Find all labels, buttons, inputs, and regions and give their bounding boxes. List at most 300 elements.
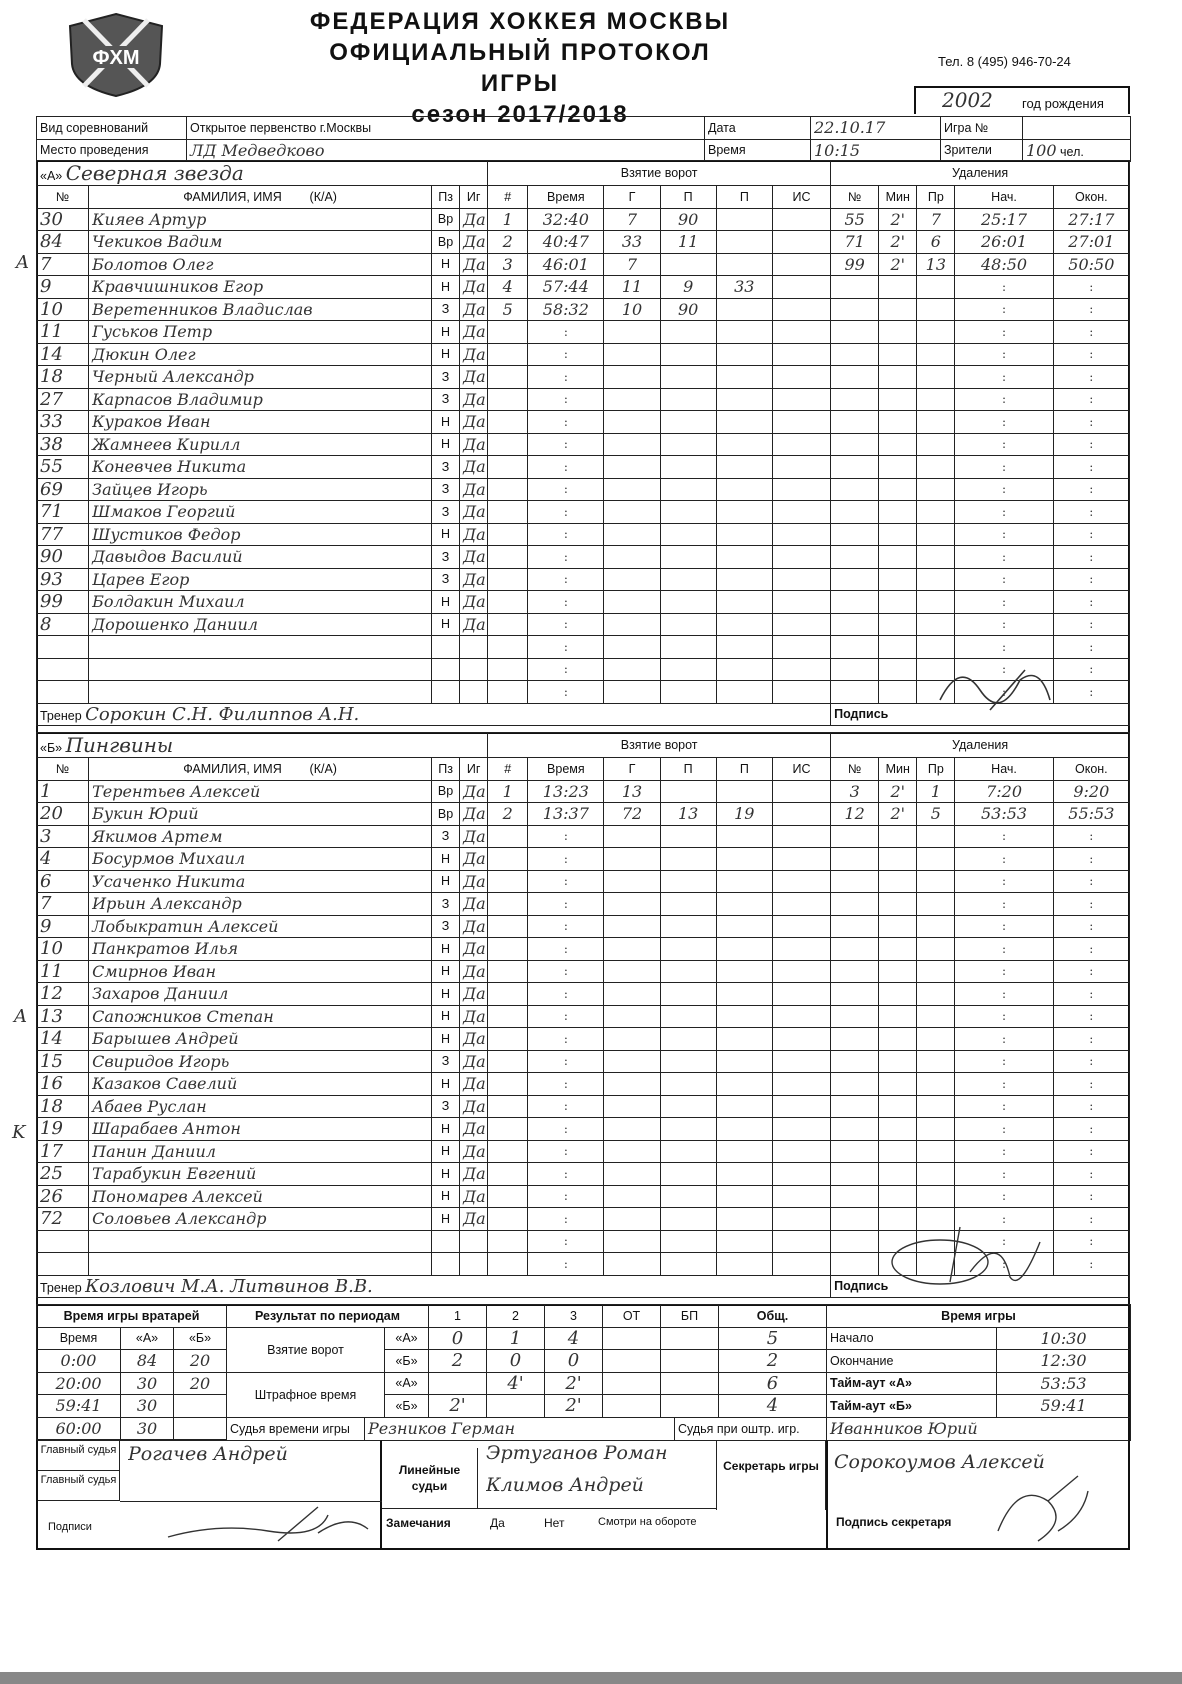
goal-assist-1 (660, 983, 716, 1006)
player-row (37, 366, 1130, 389)
player-row (37, 208, 1130, 231)
penalty-end: : (1053, 456, 1129, 479)
player-position: Н (432, 276, 460, 299)
player-name: Казаков Савелий (89, 1073, 432, 1096)
player-number: 11 (37, 321, 89, 344)
start-label: Начало (827, 1327, 997, 1350)
period-3: 3 (545, 1305, 603, 1328)
penalty-reason (917, 591, 955, 614)
goal-situation (772, 591, 830, 614)
penalty-reason (917, 1005, 955, 1028)
player-played: Да (460, 523, 488, 546)
penalty-minutes (879, 893, 917, 916)
spectators-value: 100 (1026, 140, 1057, 160)
player-number: 3 (37, 825, 89, 848)
spectators-unit: чел. (1060, 144, 1084, 159)
player-played: Да (460, 938, 488, 961)
player-played: Да (460, 983, 488, 1006)
game-number-value (1023, 117, 1131, 140)
player-row (37, 433, 1130, 456)
goal-assist-2 (716, 983, 772, 1006)
goal-scorer (604, 681, 660, 704)
goal-number (488, 825, 528, 848)
penalty-reason: 13 (917, 253, 955, 276)
player-position: Н (432, 253, 460, 276)
goal-time: : (528, 568, 604, 591)
col-goal-assist2: П (716, 758, 772, 781)
goal-situation (772, 636, 830, 659)
end-label: Окончание (827, 1350, 997, 1373)
player-row (37, 803, 1130, 826)
penalty-reason (917, 893, 955, 916)
col-goal-situation: ИС (772, 758, 830, 781)
goal-assist-1 (660, 681, 716, 704)
date-label: Дата (705, 117, 811, 140)
penalty-player: 99 (831, 253, 879, 276)
goal-scorer (604, 546, 660, 569)
player-name: Зайцев Игорь (89, 478, 432, 501)
player-position: З (432, 478, 460, 501)
competition-value: Открытое первенство г.Москвы (187, 117, 705, 140)
penalty-player (831, 915, 879, 938)
goal-assist-1 (660, 456, 716, 479)
penalty-start: : (955, 848, 1053, 871)
player-row (37, 938, 1130, 961)
player-played: Да (460, 893, 488, 916)
goal-scorer (604, 366, 660, 389)
goal-time: 13:37 (528, 803, 604, 826)
player-number: 10 (37, 938, 89, 961)
penalty-start: : (955, 1140, 1053, 1163)
player-position (432, 1253, 460, 1276)
penalty-start: : (955, 938, 1053, 961)
player-played: Да (460, 343, 488, 366)
goal-assist-1 (660, 870, 716, 893)
penalty-start: : (955, 411, 1053, 434)
penalty-start: : (955, 636, 1053, 659)
player-number: 84 (37, 231, 89, 254)
goal-number (488, 433, 528, 456)
date-value: 22.10.17 (811, 117, 941, 140)
goal-situation (772, 478, 830, 501)
goal-assist-1 (660, 478, 716, 501)
gk-row (37, 1417, 227, 1440)
goal-assist-1 (660, 1050, 716, 1073)
col-pen-end: Окон. (1053, 186, 1129, 209)
gk-row-time: 59:41 (37, 1395, 121, 1418)
penalty-player (831, 681, 879, 704)
penalty-end: : (1053, 591, 1129, 614)
player-position: Н (432, 591, 460, 614)
player-name: Смирнов Иван (89, 960, 432, 983)
goal-number (488, 1073, 528, 1096)
player-number: 14 (37, 1028, 89, 1051)
player-number: 15 (37, 1050, 89, 1073)
player-number (37, 1253, 89, 1276)
goals-b-p1: 2 (429, 1350, 487, 1373)
player-position: З (432, 366, 460, 389)
goal-number (488, 658, 528, 681)
penalty-end: : (1053, 1028, 1129, 1051)
gk-row-b (174, 1395, 227, 1418)
penalty-minutes (879, 613, 917, 636)
penalty-reason (917, 1140, 955, 1163)
penalty-reason (917, 343, 955, 366)
penalty-reason (917, 636, 955, 659)
goal-scorer (604, 893, 660, 916)
col-pen-end: Окон. (1053, 758, 1129, 781)
player-number: 11 (37, 960, 89, 983)
period-title: Результат по периодам (227, 1305, 429, 1328)
penalty-reason (917, 938, 955, 961)
penalty-start: : (955, 433, 1053, 456)
time-value: 10:15 (811, 139, 941, 162)
penalty-start: 26:01 (955, 231, 1053, 254)
goal-assist-2 (716, 613, 772, 636)
penalty-player (831, 613, 879, 636)
player-position: Н (432, 1208, 460, 1231)
goal-number: 3 (488, 253, 528, 276)
competition-label: Вид соревнований (37, 117, 187, 140)
timekeeper-label: Судья времени игры (227, 1418, 365, 1441)
penalty-minutes (879, 870, 917, 893)
goal-scorer (604, 938, 660, 961)
birth-year-value: 2002 (942, 88, 993, 112)
goal-number (488, 1118, 528, 1141)
penalty-player (831, 893, 879, 916)
goal-number (488, 1253, 528, 1276)
period-2: 2 (487, 1305, 545, 1328)
penalty-player: 55 (831, 208, 879, 231)
player-row (37, 1095, 1130, 1118)
player-row (37, 591, 1130, 614)
player-position: Н (432, 1140, 460, 1163)
penbox-label: Судья при оштр. игр. (675, 1418, 827, 1441)
goal-assist-2 (716, 1140, 772, 1163)
player-number: 16 (37, 1073, 89, 1096)
goal-situation (772, 658, 830, 681)
player-position: З (432, 501, 460, 524)
penalty-player (831, 501, 879, 524)
goal-assist-1 (660, 523, 716, 546)
goal-assist-2 (716, 433, 772, 456)
player-row (37, 546, 1130, 569)
penalty-minutes (879, 825, 917, 848)
player-played: Да (460, 803, 488, 826)
penalty-reason (917, 276, 955, 299)
goal-situation (772, 1005, 830, 1028)
gk-row (37, 1395, 227, 1418)
penalty-start: 25:17 (955, 208, 1053, 231)
player-number: 25 (37, 1163, 89, 1186)
remarks-no[interactable]: Нет (544, 1516, 565, 1530)
secretary-signature (978, 1471, 1098, 1549)
player-name: Шарабаев Антон (89, 1118, 432, 1141)
goal-situation (772, 501, 830, 524)
goal-situation (772, 780, 830, 803)
player-name: Ирьин Александр (89, 893, 432, 916)
goals-b-ot (603, 1350, 661, 1373)
penalty-end: : (1053, 501, 1129, 524)
gk-row-a: 30 (121, 1372, 174, 1395)
team-b-signature-label: Подпись (831, 1275, 1130, 1298)
goal-time: : (528, 1163, 604, 1186)
goal-assist-1: 13 (660, 803, 716, 826)
team-b-coach: Козлович М.А. Литвинов В.В. (85, 1275, 373, 1297)
player-name: Якимов Артем (89, 825, 432, 848)
player-number: 4 (37, 848, 89, 871)
goal-time: 58:32 (528, 298, 604, 321)
penalty-start: : (955, 681, 1053, 704)
captain-mark-a: A (16, 252, 29, 273)
goal-number (488, 501, 528, 524)
goal-scorer (604, 658, 660, 681)
penalty-player (831, 1230, 879, 1253)
penalty-start: : (955, 568, 1053, 591)
goals-a-ot (603, 1327, 661, 1350)
player-position: Н (432, 1185, 460, 1208)
end-value: 12:30 (997, 1350, 1131, 1373)
penalty-start: 48:50 (955, 253, 1053, 276)
player-row (37, 1140, 1130, 1163)
penalty-start: : (955, 546, 1053, 569)
player-number: 18 (37, 366, 89, 389)
penalty-minutes (879, 568, 917, 591)
goal-assist-1 (660, 960, 716, 983)
penalty-end: : (1053, 1118, 1129, 1141)
goal-time: : (528, 343, 604, 366)
goal-time: : (528, 546, 604, 569)
goal-time: : (528, 938, 604, 961)
timeout-b-value: 59:41 (997, 1395, 1131, 1418)
penalty-end: : (1053, 568, 1129, 591)
linesman-1: Эртуганов Роман (486, 1442, 668, 1464)
goal-situation (772, 1073, 830, 1096)
player-name: Веретенников Владислав (89, 298, 432, 321)
penalty-minutes (879, 501, 917, 524)
goals-b-p3: 0 (545, 1350, 603, 1373)
player-row (37, 780, 1130, 803)
logo-text: ФХМ (92, 47, 140, 69)
player-position: Н (432, 613, 460, 636)
goal-number (488, 546, 528, 569)
player-position (432, 1230, 460, 1253)
goal-assist-2 (716, 780, 772, 803)
remarks-label: Замечания (386, 1516, 451, 1530)
penalty-start: : (955, 825, 1053, 848)
penbox-value: Иванников Юрий (827, 1418, 1131, 1441)
gk-row-a: 84 (121, 1350, 174, 1373)
scan-edge (0, 1672, 1182, 1684)
player-name (89, 636, 432, 659)
goal-assist-2 (716, 825, 772, 848)
player-played: Да (460, 1005, 488, 1028)
goal-situation (772, 1208, 830, 1231)
penalty-minutes (879, 1050, 917, 1073)
goal-situation (772, 938, 830, 961)
goal-assist-1 (660, 591, 716, 614)
penalty-start: : (955, 960, 1053, 983)
goal-situation (772, 276, 830, 299)
goal-time: : (528, 523, 604, 546)
goal-assist-1 (660, 411, 716, 434)
goal-assist-1 (660, 636, 716, 659)
goal-scorer (604, 1118, 660, 1141)
goals-b-bp (661, 1350, 719, 1373)
period-1: 1 (429, 1305, 487, 1328)
player-position: З (432, 456, 460, 479)
player-played: Да (460, 568, 488, 591)
team-a-table (36, 160, 1130, 726)
goal-time: : (528, 433, 604, 456)
goal-time: : (528, 848, 604, 871)
penalty-end: 55:53 (1053, 803, 1129, 826)
team-a-coach-label: Тренер (40, 708, 82, 723)
player-row (37, 568, 1130, 591)
penalty-end: : (1053, 343, 1129, 366)
team-b-name: Пингвины (65, 733, 174, 757)
penalty-end: : (1053, 960, 1129, 983)
penalty-reason (917, 1073, 955, 1096)
goal-assist-2 (716, 546, 772, 569)
player-number: 72 (37, 1208, 89, 1231)
goal-time: : (528, 1253, 604, 1276)
player-row (37, 523, 1130, 546)
goal-number (488, 1163, 528, 1186)
goal-time: : (528, 636, 604, 659)
goal-situation (772, 848, 830, 871)
goal-time: : (528, 825, 604, 848)
player-row (37, 1005, 1130, 1028)
player-played: Да (460, 276, 488, 299)
goal-assist-2 (716, 681, 772, 704)
goal-scorer (604, 321, 660, 344)
penalty-minutes: 2' (879, 803, 917, 826)
player-number: 30 (37, 208, 89, 231)
goal-assist-2 (716, 231, 772, 254)
goal-number (488, 343, 528, 366)
birth-year-box (914, 86, 1130, 114)
goal-number (488, 938, 528, 961)
player-played: Да (460, 1163, 488, 1186)
penalty-start: : (955, 1118, 1053, 1141)
player-played (460, 1253, 488, 1276)
penalty-reason (917, 388, 955, 411)
goal-assist-2 (716, 1185, 772, 1208)
goal-number (488, 1185, 528, 1208)
penalty-player (831, 1005, 879, 1028)
goal-scorer (604, 1140, 660, 1163)
penalty-start: : (955, 1095, 1053, 1118)
goal-scorer (604, 1005, 660, 1028)
player-name: Букин Юрий (89, 803, 432, 826)
player-position: З (432, 825, 460, 848)
player-played: Да (460, 825, 488, 848)
goal-number (488, 681, 528, 704)
goal-assist-1 (660, 1073, 716, 1096)
goal-assist-2 (716, 1253, 772, 1276)
goal-assist-2 (716, 411, 772, 434)
col-pen-reason: Пр (917, 758, 955, 781)
captain-mark-b: K (12, 1122, 26, 1143)
penalty-start: : (955, 591, 1053, 614)
main-ref-label-2: Главный судья (38, 1471, 120, 1501)
player-position: Н (432, 1118, 460, 1141)
penalty-reason: 1 (917, 780, 955, 803)
penalty-player (831, 870, 879, 893)
goal-number (488, 523, 528, 546)
penalty-end: : (1053, 1050, 1129, 1073)
remarks-yes[interactable]: Да (490, 1516, 505, 1530)
protocol-title: ОФИЦИАЛЬНЫЙ ПРОТОКОЛ ИГРЫ (329, 39, 711, 97)
gk-row-b: 20 (174, 1372, 227, 1395)
penalty-end: 50:50 (1053, 253, 1129, 276)
penalty-minutes (879, 366, 917, 389)
goal-assist-1 (660, 1253, 716, 1276)
goal-assist-1 (660, 388, 716, 411)
goal-scorer (604, 1230, 660, 1253)
penalty-minutes (879, 1163, 917, 1186)
goal-number (488, 613, 528, 636)
penalty-minutes (879, 411, 917, 434)
penalty-reason (917, 1028, 955, 1051)
player-name (89, 1230, 432, 1253)
penalty-player (831, 658, 879, 681)
gk-row (37, 1350, 227, 1373)
player-played: Да (460, 1073, 488, 1096)
goal-situation (772, 568, 830, 591)
goal-situation (772, 1118, 830, 1141)
pim-b-total: 4 (719, 1395, 827, 1418)
penalty-player (831, 343, 879, 366)
penalty-player (831, 411, 879, 434)
goal-number (488, 568, 528, 591)
main-ref-label-1: Главный судья (38, 1441, 120, 1471)
penalty-start: 7:20 (955, 780, 1053, 803)
penalty-player (831, 1185, 879, 1208)
penalty-reason (917, 433, 955, 456)
goal-time: : (528, 411, 604, 434)
goal-scorer (604, 456, 660, 479)
player-name: Лобыкратин Алексей (89, 915, 432, 938)
col-goal-time: Время (528, 758, 604, 781)
penalty-player (831, 388, 879, 411)
goal-time: : (528, 1073, 604, 1096)
penalty-reason (917, 501, 955, 524)
player-name: Кравчишников Егор (89, 276, 432, 299)
player-position (432, 681, 460, 704)
goal-situation (772, 1253, 830, 1276)
goal-time: : (528, 1185, 604, 1208)
referees-box (36, 1440, 382, 1550)
goal-number (488, 1005, 528, 1028)
player-played: Да (460, 366, 488, 389)
goal-scorer (604, 870, 660, 893)
penalty-reason (917, 321, 955, 344)
penalty-minutes (879, 983, 917, 1006)
goal-number (488, 960, 528, 983)
goal-situation (772, 825, 830, 848)
goal-situation (772, 208, 830, 231)
col-name: ФАМИЛИЯ, ИМЯ (183, 761, 282, 776)
penalty-minutes (879, 478, 917, 501)
penalty-end: : (1053, 1185, 1129, 1208)
penalty-player (831, 366, 879, 389)
goal-time: 13:23 (528, 780, 604, 803)
team-a-coach: Сорокин С.Н. Филиппов А.Н. (85, 703, 360, 725)
player-played: Да (460, 231, 488, 254)
goal-scorer (604, 1185, 660, 1208)
